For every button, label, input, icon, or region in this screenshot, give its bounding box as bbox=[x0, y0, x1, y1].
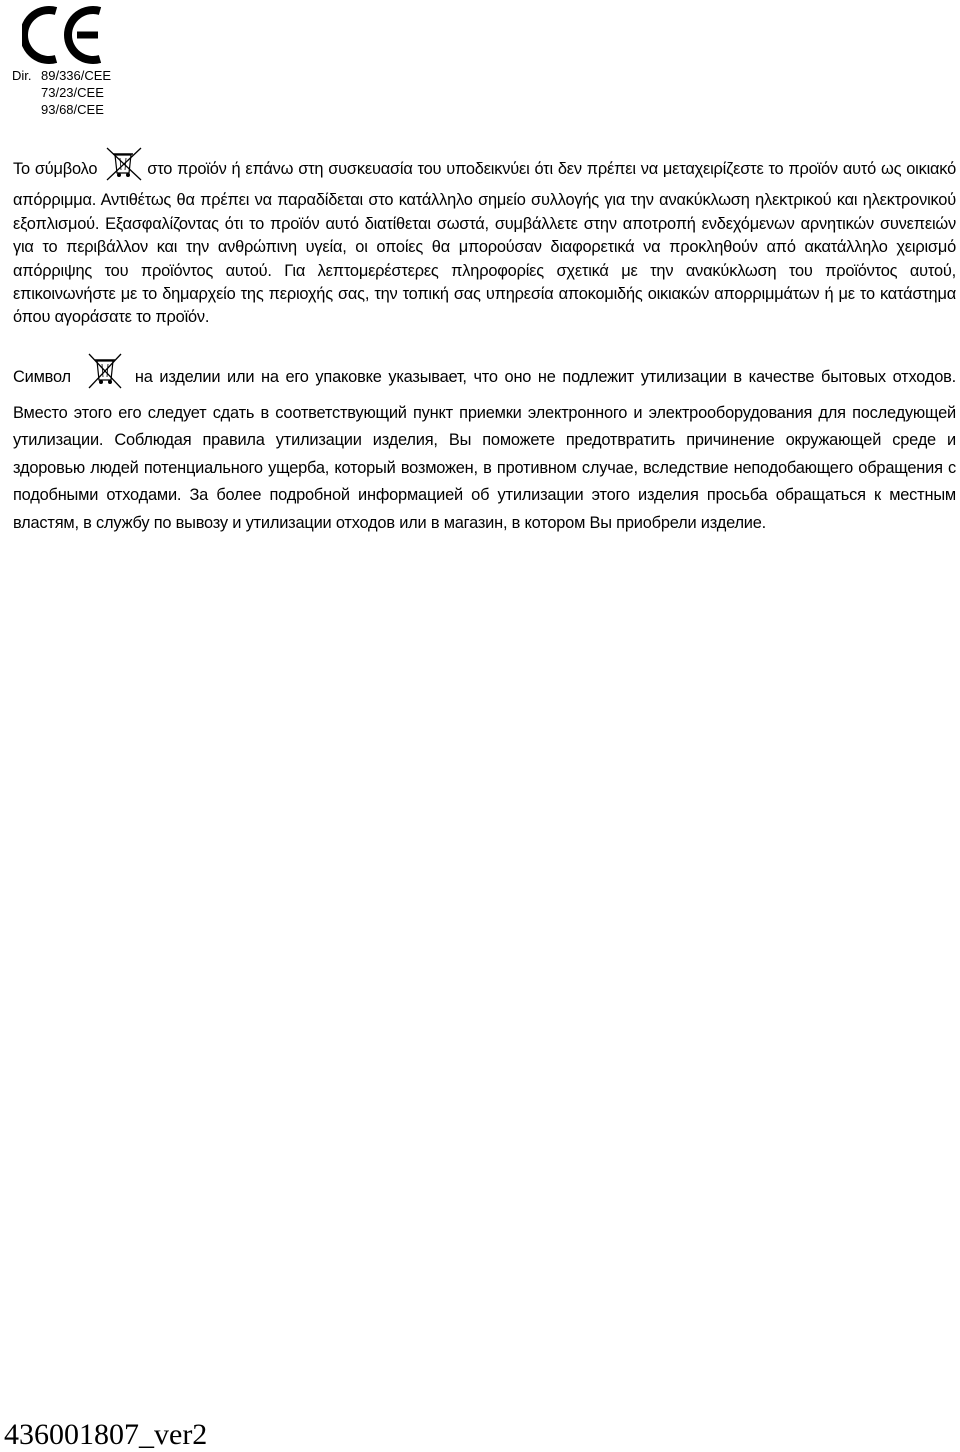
russian-body-text: на изделии или на его упаковке указывает, что оно не подлежит утилизации в качестве бытовых отходов. Вместо этого его следует сдать в соответствующий пункт приемки электронного и электрооборудования для последующей утилизации. Соблюдая правила утилизации изделия, Вы поможете предотвратить причинение окружающей среде и здоровью людей потенциального ущерба, который возможен, в противном случае, вследствие неподобающего обращения с подобными отходами. За более подробной информацией об утилизации этого изделия просьба обращаться к местным властям, в службу по вывозу и утилизации отходов или в магазин, в котором Вы приобрели изделие. bbox=[13, 368, 956, 532]
greek-lead-text: Το σύμβολο bbox=[13, 160, 98, 178]
directive-block bbox=[12, 67, 111, 118]
russian-lead-text: Символ bbox=[13, 368, 71, 386]
directive-code: 89/336/CEE bbox=[41, 68, 112, 83]
document-code: 436001807_ver2 bbox=[4, 1418, 208, 1451]
crossed-out-wheelie-bin-icon bbox=[87, 352, 123, 400]
ce-mark-icon bbox=[22, 4, 104, 66]
directive-label: Dir. bbox=[12, 68, 32, 83]
directive-code: 93/68/CEE bbox=[41, 102, 104, 117]
directive-code: 73/23/CEE bbox=[41, 85, 104, 100]
crossed-out-wheelie-bin-icon bbox=[103, 146, 143, 189]
weee-notice-russian bbox=[13, 352, 956, 537]
greek-body-text: στο προϊόν ή επάνω στη συσκευασία του υποδεικνύει ότι δεν πρέπει να μεταχειρίζεστε το προϊόν αυτό ως οικιακό απόρριμμα. Αντιθέτως θα πρέπει να παραδίδεται στο κατάλληλο σημείο συλλογής για την ανακύκλωση ηλεκτρικού και ηλεκτρονικού εξοπλισμού. Εξασφαλίζοντας ότι το προϊόν αυτό διατίθεται σωστά, συμβάλλετε στην αποτροπή ενδεχόμενων αρνητικών συνεπειών για το περιβάλλον και την ανθρώπινη υγεία, οι οποίες θα μπορούσαν διαφορετικά να προκληθούν από ακατάλληλο χειρισμό απόρριψης του προϊόντος αυτού. Για λεπτομερέστερες πληροφορίες σχετικά με την ανακύκλωση του προϊόντος αυτού, επικοινωνήστε με το δημαρχείο της περιοχής σας, την τοπική σας υπηρεσία αποκομιδής οικιακών απορριμμάτων ή με το κατάστημα όπου αγοράσατε το προϊόν. bbox=[13, 160, 957, 327]
weee-notice-greek bbox=[13, 146, 956, 330]
